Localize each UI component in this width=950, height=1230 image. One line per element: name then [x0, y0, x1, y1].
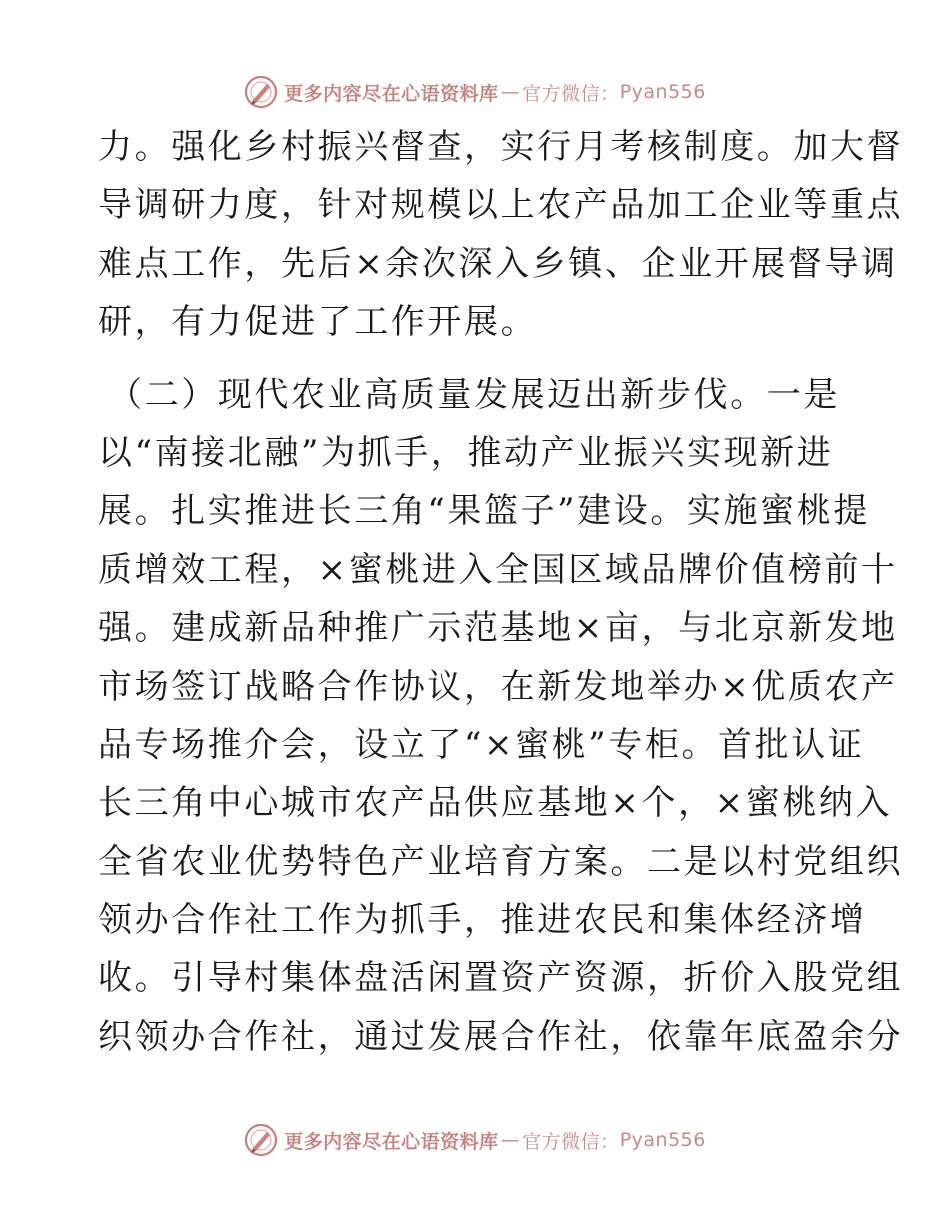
- watermark-contact-id: Pyan556: [619, 81, 706, 103]
- watermark-dash: —: [500, 81, 521, 103]
- footer-watermark: [0, 1120, 950, 1160]
- paragraph-1: [98, 118, 904, 352]
- section-heading-line: （二）现代农业高质量发展迈出新步伐。一是: [108, 374, 840, 415]
- text-line: 研，有力促进了工作开展。: [98, 302, 538, 343]
- text-line: 领办合作社工作为抓手，推进农民和集体经济增: [98, 900, 867, 941]
- header-watermark: [0, 72, 950, 112]
- watermark-contact-id: Pyan556: [619, 1129, 706, 1151]
- text-line: 长三角中心城市农产品供应基地×个，×蜜桃纳入: [98, 783, 893, 824]
- watermark-dash: —: [500, 1129, 521, 1151]
- watermark-contact-label: 官方微信：: [522, 82, 620, 105]
- brand-logo-icon: [244, 75, 278, 109]
- paragraph-2: [98, 366, 904, 1067]
- watermark-contact-label: 官方微信：: [522, 1130, 620, 1153]
- text-line: 全省农业优势特色产业培育方案。二是以村党组织: [98, 841, 904, 882]
- text-line: 导调研力度，针对规模以上农产品加工企业等重点: [98, 185, 904, 226]
- text-line: 以“南接北融”为抓手，推动产业振兴实现新进: [98, 432, 834, 473]
- text-line: 强。建成新品种推广示范基地×亩，与北京新发地: [98, 608, 898, 649]
- text-line: 品专场推介会，设立了“×蜜桃”专柜。首批认证: [98, 724, 865, 765]
- watermark-site-text: 更多内容尽在心语资料库: [284, 1130, 499, 1153]
- text-line: 市场签订战略合作协议，在新发地举办×优质农产: [98, 666, 898, 707]
- text-line: 力。强化乡村振兴督查，实行月考核制度。加大督: [98, 127, 904, 167]
- text-line: 织领办合作社，通过发展合作社，依靠年底盈余分: [98, 1016, 904, 1057]
- text-line: 展。扎实推进长三角“果篮子”建设。实施蜜桃提: [98, 491, 870, 532]
- text-line: 难点工作，先后×余次深入乡镇、企业开展督导调: [98, 243, 898, 284]
- brand-logo-icon: [244, 1123, 278, 1157]
- text-line: 收。引导村集体盘活闲置资产资源，折价入股党组: [98, 958, 904, 999]
- document-body: [98, 118, 904, 1066]
- text-line: 质增效工程，×蜜桃进入全国区域品牌价值榜前十: [98, 549, 898, 590]
- watermark-site-text: 更多内容尽在心语资料库: [284, 82, 499, 105]
